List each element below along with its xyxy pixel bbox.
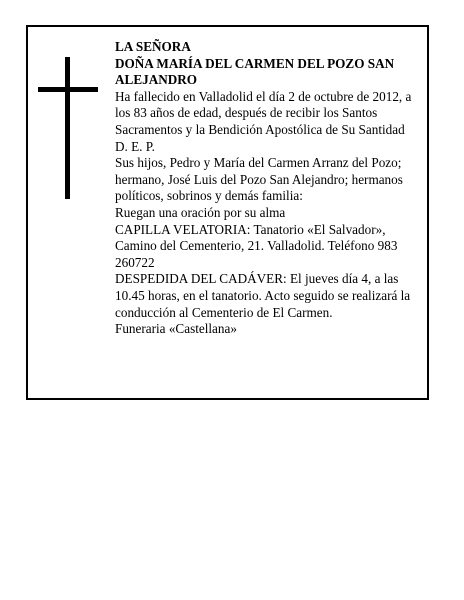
prayer-request: Ruegan una oración por su alma [115,204,286,220]
family-list: Sus hijos, Pedro y María del Carmen Arranz del Pozo; hermano, José Luis del Pozo San Alejandro; hermanos políticos, sobrinos y demás familia: [115,155,403,204]
notice-heading-title: LA SEÑORA [115,39,191,54]
cross-icon [38,57,98,199]
funeral-home: Funeraria «Castellana» [115,321,237,337]
cross-horizontal-bar [38,87,98,92]
notice-text [115,39,427,338]
farewell-info: DESPEDIDA DEL CADÁVER: El jueves día 4, a las 10.45 horas, en el tanatorio. Acto seguido se realizará la conducción al Cementerio de El Carmen. [115,271,411,320]
chapel-info: CAPILLA VELATORIA: Tanatorio «El Salvador», Camino del Cementerio, 21. Valladolid. Teléfono 983 260722 [115,221,398,270]
obituary-notice [26,25,429,400]
rip-text: D. E. P. [115,138,155,154]
death-info: Ha fallecido en Valladolid el día 2 de octubre de 2012, a los 83 años de edad, después de recibir los Santos Sacramentos y la Bendición Apostólica de Su Santidad [115,88,412,137]
cross-vertical-bar [65,57,70,199]
deceased-name: DOÑA MARÍA DEL CARMEN DEL POZO SAN ALEJANDRO [115,55,395,88]
